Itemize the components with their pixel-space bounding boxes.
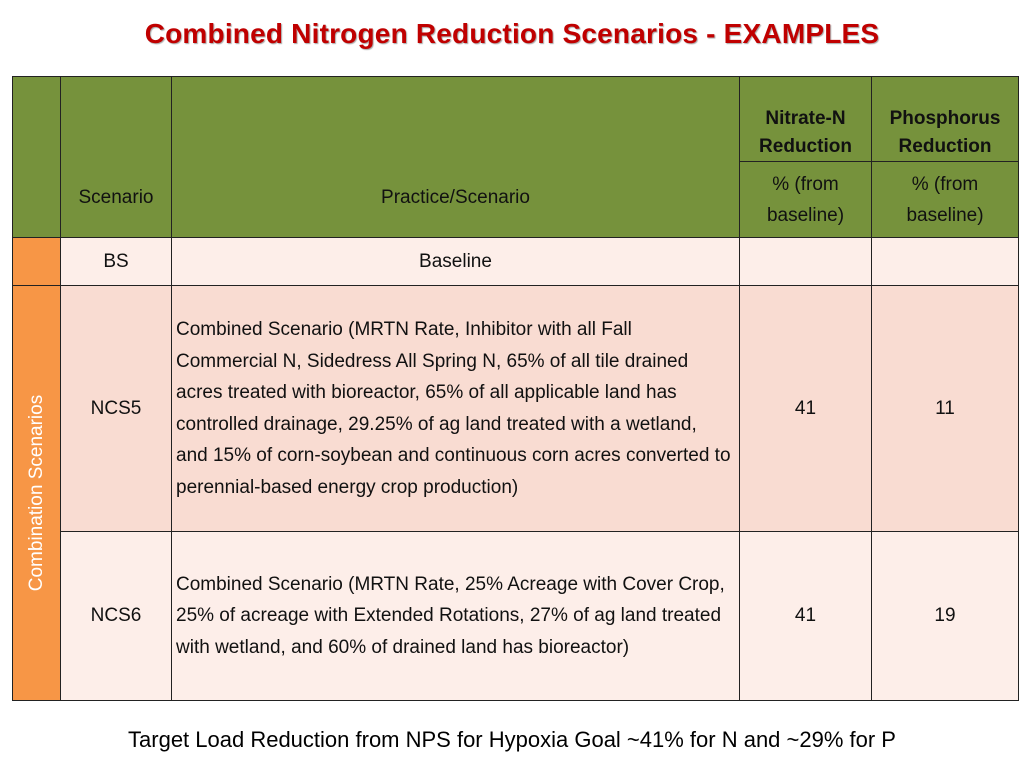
scenario-cell: NCS6: [61, 532, 172, 701]
nitrate-column-header: Nitrate-N Reduction: [759, 108, 852, 157]
practice-cell: Combined Scenario (MRTN Rate, 25% Acreage with Cover Crop, 25% of acreage with Extended Rotations, 27% of ag land treated with wetland, and 60% of drained land has bioreactor): [172, 532, 740, 701]
page-title: Combined Nitrogen Reduction Scenarios - EXAMPLES: [144, 18, 880, 49]
header-nitrate-unit-cell: [740, 162, 872, 238]
sidebar-top-cell: [13, 238, 61, 286]
nitrate-cell: 41: [740, 286, 872, 532]
phosphorus-cell: 11: [872, 286, 1019, 532]
scenario-cell: NCS5: [61, 286, 172, 532]
scenario-column-header: Scenario: [78, 187, 154, 208]
group-label: Combination Scenarios: [25, 394, 47, 592]
combination-scenarios-group: [13, 286, 61, 701]
practice-column-header: Practice/Scenario: [381, 187, 530, 208]
header-sidebar-cell: [13, 77, 61, 238]
practice-cell: Baseline: [172, 238, 740, 286]
header-practice-cell: [172, 77, 740, 238]
header-row-top: [13, 77, 1019, 162]
practice-cell: Combined Scenario (MRTN Rate, Inhibitor with all Fall Commercial N, Sidedress All Spring N, 65% of all tile drained acres treated with bioreactor, 65% of all applicable land has controlled drainage, 29.25% of ag land treated with a wetland, and 15% of corn-soybean and continuous corn acres converted to perennial-based energy crop production): [172, 286, 740, 532]
phosphorus-cell: 19: [872, 532, 1019, 701]
header-scenario-cell: [61, 77, 172, 238]
header-phosphorus-cell: [872, 77, 1019, 162]
phosphorus-cell: [872, 238, 1019, 286]
header-phosphorus-unit-cell: [872, 162, 1019, 238]
phosphorus-unit-label: % (from baseline): [906, 173, 984, 226]
nitrate-unit-label: % (from baseline): [766, 173, 845, 226]
scenario-cell: BS: [61, 238, 172, 286]
scenarios-table: [12, 76, 1019, 701]
table-row: [13, 238, 1019, 286]
footer-note: Target Load Reduction from NPS for Hypoxia Goal ~41% for N and ~29% for P: [128, 727, 896, 752]
phosphorus-column-header: Phosphorus Reduction: [889, 108, 1001, 157]
nitrate-cell: [740, 238, 872, 286]
nitrate-cell: 41: [740, 532, 872, 701]
table-row: [13, 532, 1019, 701]
header-nitrate-cell: [740, 77, 872, 162]
table-row: [13, 286, 1019, 532]
